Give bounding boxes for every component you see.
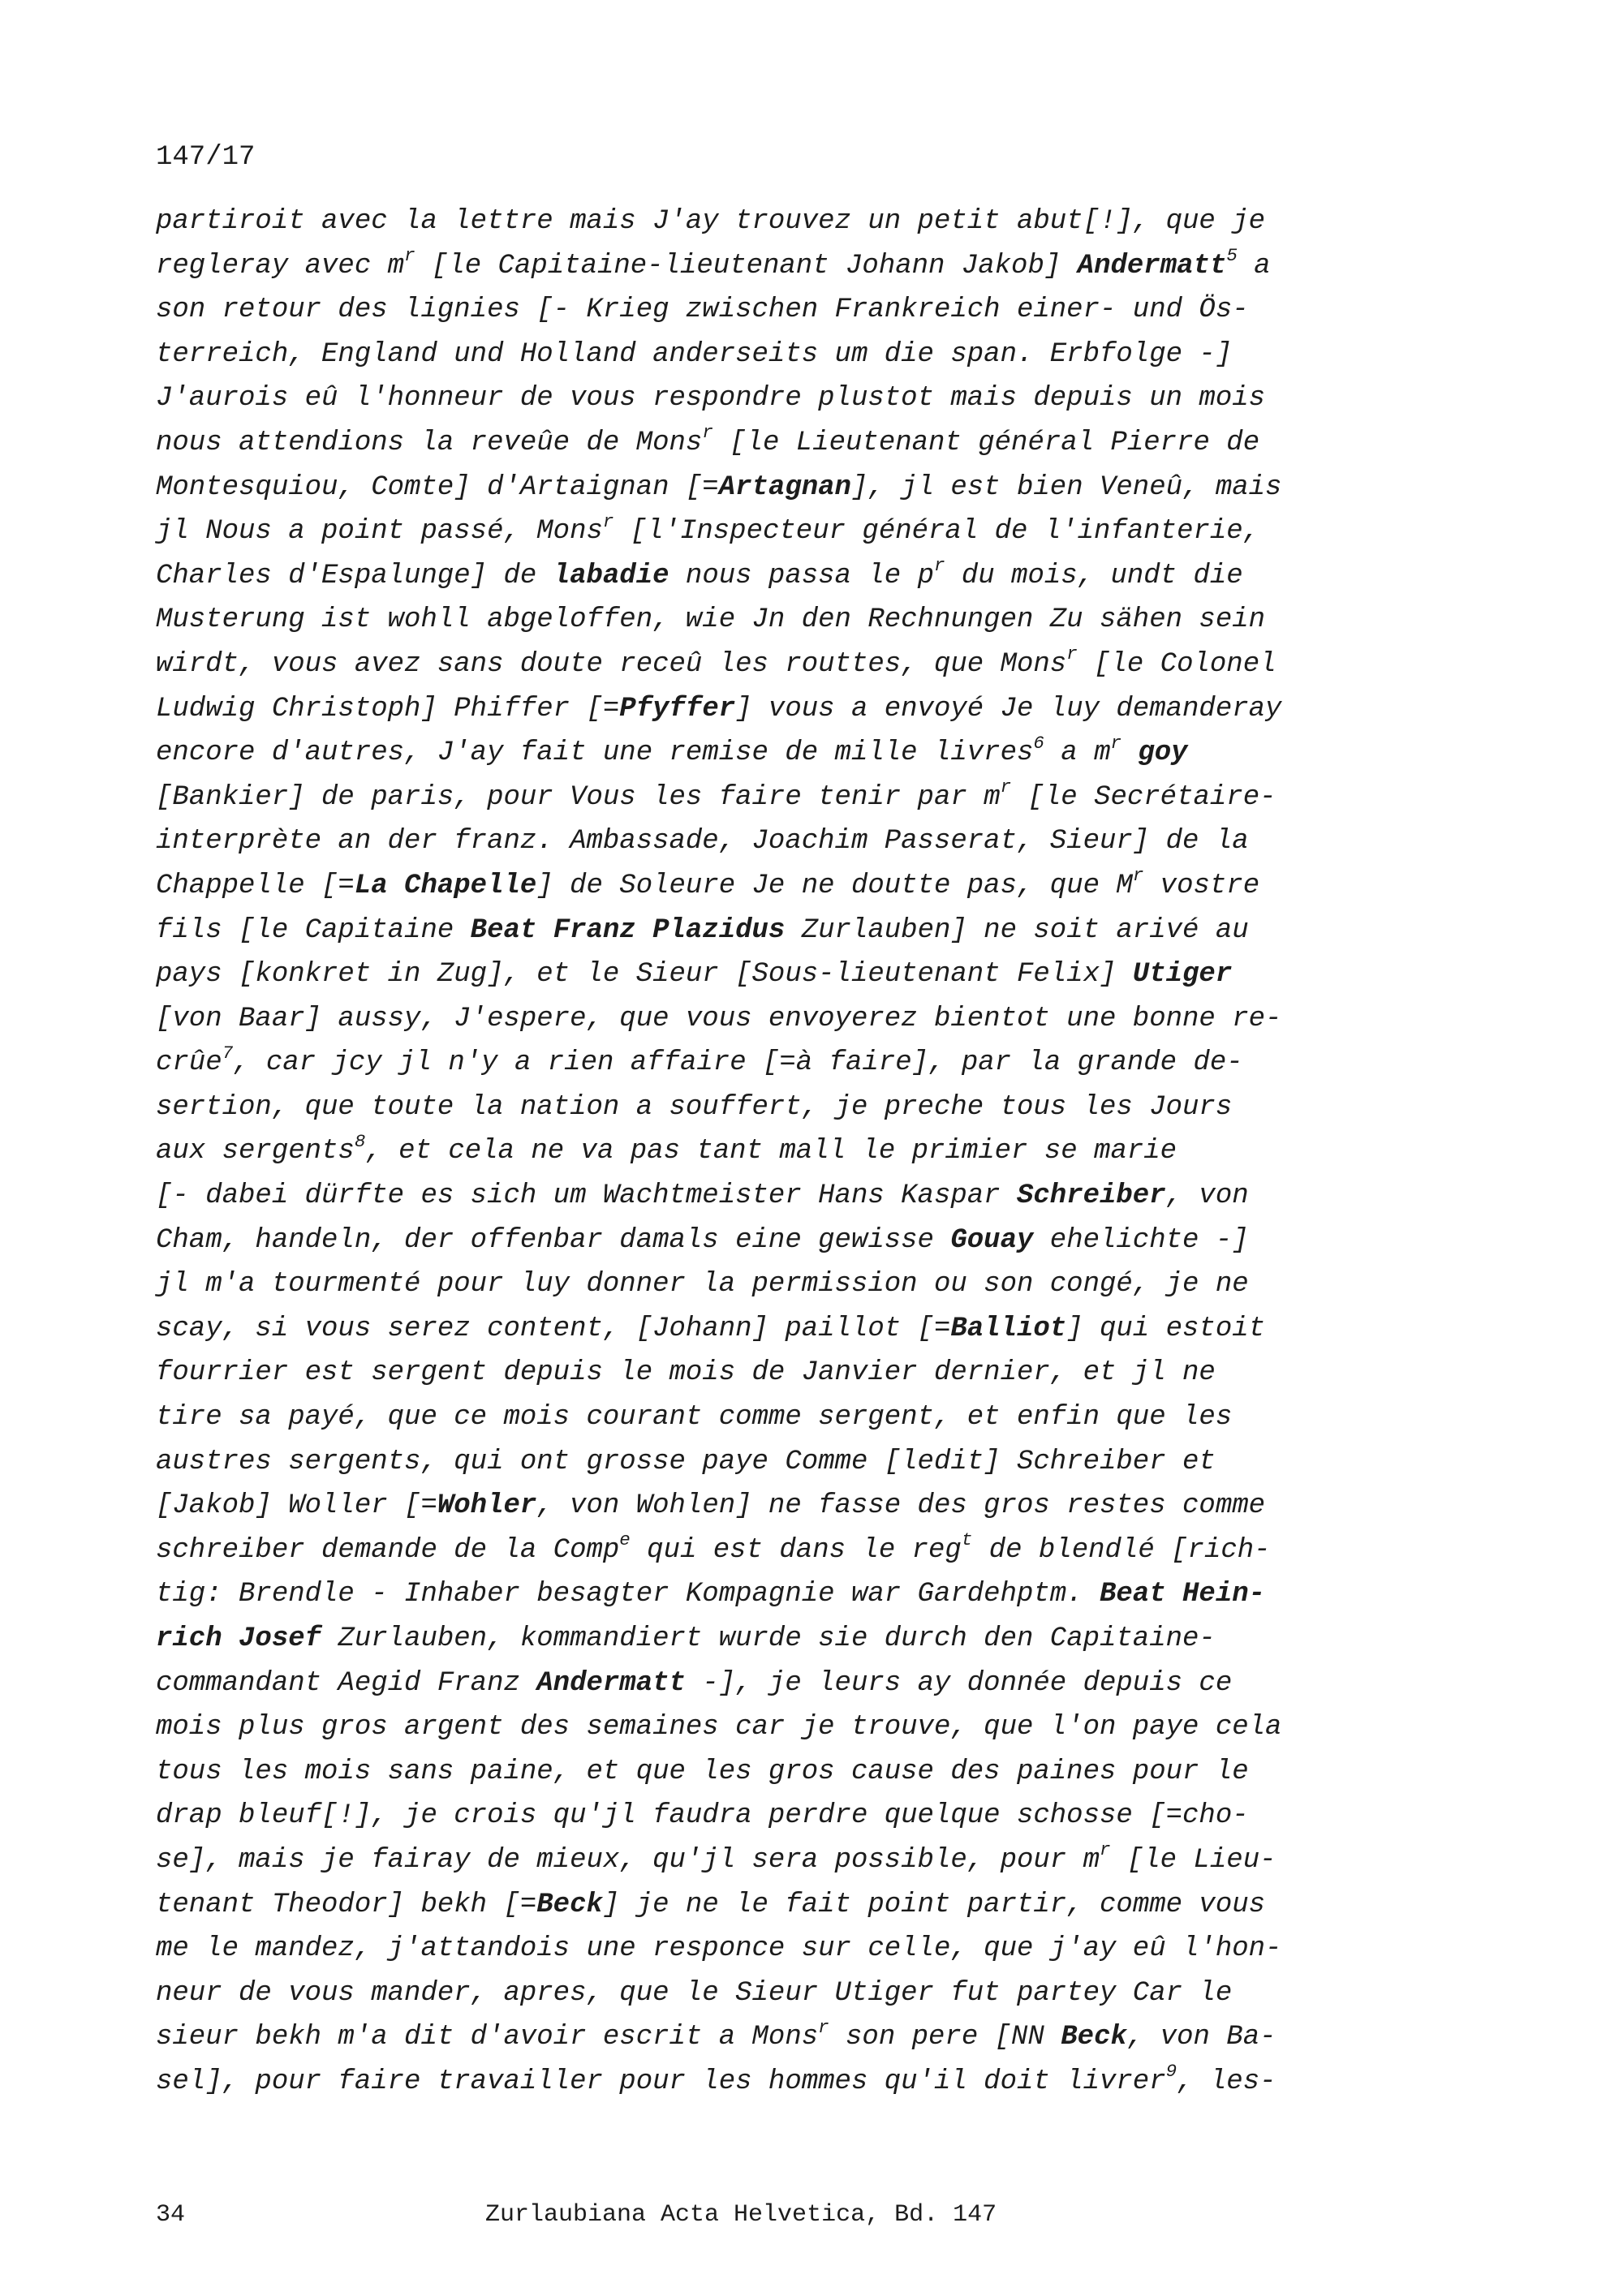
text-line [156,776,1487,820]
name-emphasis: Beat Franz Plazidus [470,914,786,946]
text-segment: se], mais je fairay de mieux, qu'jl sera possible, pour m [156,1844,1100,1876]
name-emphasis: Beat Hein- [1100,1579,1266,1610]
page-reference: 147/17 [156,142,256,173]
text-segment: son pere [NN [829,2022,1061,2053]
superscript: r [1100,1839,1111,1861]
superscript: r [1066,643,1078,665]
text-line [156,1086,1487,1130]
text-segment: aux sergents [156,1136,355,1167]
text-segment: commandant Aegid Franz [156,1667,537,1699]
name-emphasis: Beck [536,1889,603,1920]
superscript: r [602,510,614,532]
text-segment: tenant Theodor] bekh [= [156,1889,537,1920]
text-line [156,288,1487,333]
text-line [156,1440,1487,1485]
text-segment: tire sa payé, que ce mois courant comme sergent, et enfin que les [156,1402,1233,1434]
text-segment: ] de Soleure Je ne doutte pas, que M [536,870,1133,901]
text-line [156,1705,1487,1750]
text-segment: regleray avec m [156,250,405,282]
text-segment: fourrier est sergent depuis le mois de Janvier dernier, et jl ne [156,1357,1216,1389]
text-line [156,1529,1487,1573]
superscript: r [818,2016,829,2038]
text-line [156,1307,1487,1352]
name-emphasis: Schreiber [1016,1180,1166,1212]
text-segment: terreich, England und Holland anderseits um die span. Erbfolge -] [156,338,1233,370]
text-line [156,1174,1487,1219]
text-segment: vostre [1143,870,1260,901]
text-segment: sertion, que toute la nation a souffert, je preche tous les Jours [156,1091,1233,1123]
text-line [156,2060,1487,2105]
text-segment: [Bankier] de paris, pour Vous les faire tenir par m [156,781,1001,813]
text-line [156,909,1487,953]
name-emphasis: labadie [553,560,669,591]
text-segment: fils [le Capitaine [156,914,471,946]
superscript: e [619,1529,631,1551]
text-segment: jl m'a tourmenté pour luy donner la permission ou son congé, je ne [156,1269,1249,1301]
text-segment: pays [konkret in Zug], et le Sieur [Sous-lieutenant Felix] [156,959,1133,991]
text-segment [1121,737,1138,768]
text-segment: , les- [1177,2066,1276,2097]
text-line [156,1572,1487,1617]
text-segment: Charles d'Espalunge] de [156,560,553,591]
text-line [156,997,1487,1042]
letter-transcription [156,200,1487,2105]
text-line [156,1129,1487,1174]
text-segment: tig: Brendle - Inhaber besagter Kompagnie war Gardehptm. [156,1579,1100,1610]
text-line [156,466,1487,510]
text-segment: partiroit avec la lettre mais J'ay trouvez un petit abut[!], que je [156,206,1266,237]
text-line [156,200,1487,244]
text-segment: scay, si vous serez content, [Johann] paillot [= [156,1313,951,1344]
text-line [156,554,1487,599]
text-segment: ] vous a envoyé Je luy demanderay [735,693,1282,724]
text-line [156,952,1487,997]
text-segment: de blendlé [rich- [972,1534,1271,1566]
text-segment: , car jcy jl n'y a rien affaire [=à faire], par la grande de- [233,1047,1243,1079]
superscript: r [702,422,713,444]
text-segment: ] je ne le fait point partir, comme vous [602,1889,1266,1920]
text-segment: Cham, handeln, der offenbar damals eine gewisse [156,1224,951,1256]
text-line [156,510,1487,554]
name-emphasis: Pfyffer [619,693,736,724]
text-line [156,1262,1487,1307]
name-emphasis: Andermatt [1077,250,1227,282]
superscript: r [1000,776,1012,798]
text-segment: son retour des lignies [- Krieg zwischen Frankreich einer- und Ös- [156,295,1249,326]
name-emphasis: Andermatt [536,1667,686,1699]
text-line [156,421,1487,466]
name-emphasis: Utiger [1132,959,1233,991]
name-emphasis: rich Josef [156,1623,322,1654]
text-segment: a m [1044,737,1111,769]
text-line [156,376,1487,421]
text-segment: , von [1165,1180,1249,1212]
text-segment: Montesquiou, Comte] d'Artaignan [= [156,471,719,503]
text-line [156,1617,1487,1662]
text-line [156,1395,1487,1440]
superscript: r [404,245,415,267]
text-segment: J'aurois eû l'honneur de vous respondre plustot mais depuis un mois [156,383,1266,415]
text-segment: Zurlauben, kommandiert wurde sie durch den Capitaine- [321,1623,1216,1654]
superscript: r [1110,732,1121,754]
text-segment: ehelichte -] [1033,1224,1249,1256]
name-emphasis: Artagnan [718,471,851,503]
footnote-marker: 9 [1165,2061,1177,2083]
text-line [156,1041,1487,1086]
text-segment: Chappelle [= [156,870,355,901]
text-line [156,244,1487,289]
series-title: Zurlaubiana Acta Helvetica, Bd. 147 [485,2201,997,2229]
superscript: r [1132,865,1144,887]
text-line [156,1794,1487,1838]
name-emphasis: Balliot [950,1313,1067,1344]
text-segment: Zurlauben] ne soit arivé au [785,914,1249,946]
text-line [156,864,1487,909]
text-segment: ], jl est bien Veneû, mais [850,471,1282,503]
text-segment: austres sergents, qui ont grosse paye Comme [ledit] Schreiber et [156,1446,1216,1477]
text-line [156,1219,1487,1263]
text-segment: wirdt, vous avez sans doute receû les routtes, que Mons [156,648,1067,680]
name-emphasis: Wohler [437,1490,537,1522]
text-segment: Musterung ist wohll abgeloffen, wie Jn den Rechnungen Zu sähen sein [156,604,1266,636]
text-segment: tous les mois sans paine, et que les gros cause des paines pour le [156,1756,1249,1787]
text-segment: drap bleuf[!], je crois qu'jl faudra perdre quelque schosse [=cho- [156,1800,1249,1832]
text-segment: , et cela ne va pas tant mall le primier se marie [365,1136,1177,1167]
text-segment: [le Colonel [1077,648,1276,680]
text-line [156,1927,1487,1971]
footnote-marker: 8 [354,1130,366,1152]
text-segment: [von Baar] aussy, J'espere, que vous envoyerez bientot une bonne re- [156,1003,1282,1034]
text-segment: [Jakob] Woller [= [156,1490,437,1522]
text-line [156,1883,1487,1928]
text-segment: crûe [156,1047,222,1079]
footnote-marker: 6 [1033,732,1044,754]
name-emphasis: Beck [1061,2022,1127,2053]
text-segment: nous attendions la reveûe de Mons [156,427,703,458]
name-emphasis: Gouay [950,1224,1034,1256]
text-segment: schreiber demande de la Comp [156,1534,620,1566]
text-segment: me le mandez, j'attandois une responce sur celle, que j'ay eû l'hon- [156,1933,1282,1965]
footnote-marker: 7 [222,1042,234,1064]
text-segment: qui est dans le reg [630,1534,962,1566]
text-line [156,598,1487,643]
text-line [156,1750,1487,1795]
text-segment: [- dabei dürfte es sich um Wachtmeister Hans Kaspar [156,1180,1017,1212]
text-segment: nous passa le p [669,560,934,591]
text-segment: sel], pour faire travailler pour les hommes qu'il doit livrer [156,2066,1166,2097]
text-segment: mois plus gros argent des semaines car je trouve, que l'on paye cela [156,1712,1282,1743]
text-line [156,643,1487,687]
text-segment: jl Nous a point passé, Mons [156,516,603,548]
text-segment: du mois, undt die [945,560,1243,591]
text-segment: [le Capitaine-lieutenant Johann Jakob] [415,250,1078,282]
text-segment: [l'Inspecteur général de l'infanterie, [613,516,1260,548]
superscript: t [961,1529,973,1551]
name-emphasis: goy [1138,737,1188,769]
text-line [156,1484,1487,1529]
superscript: r [933,555,945,577]
text-line [156,1662,1487,1706]
text-line [156,1838,1487,1883]
text-segment: -], je leurs ay donnée depuis ce [685,1667,1233,1699]
page-number: 34 [156,2201,186,2229]
text-line [156,731,1487,776]
text-segment: [le Secrétaire- [1011,781,1276,813]
footnote-marker: 5 [1226,245,1238,267]
text-segment: [le Lieu- [1110,1844,1276,1876]
text-line [156,2015,1487,2060]
text-line [156,819,1487,864]
text-segment: , von Wohlen] ne fasse des gros restes comme [536,1490,1266,1522]
text-segment: neur de vous mander, apres, que le Sieur Utiger fut partey Car le [156,1977,1233,2009]
text-line [156,333,1487,377]
text-segment: sieur bekh m'a dit d'avoir escrit a Mons [156,2022,819,2053]
text-line [156,687,1487,732]
text-segment: ] qui estoit [1066,1313,1266,1344]
text-segment: , von Ba- [1126,2022,1276,2053]
text-line [156,1971,1487,2016]
text-line [156,1351,1487,1395]
text-segment: Ludwig Christoph] Phiffer [= [156,693,620,724]
text-segment: a [1237,250,1271,282]
text-segment: encore d'autres, J'ay fait une remise de mille livres [156,737,1034,769]
text-segment: interprète an der franz. Ambassade, Joachim Passerat, Sieur] de la [156,826,1249,858]
name-emphasis: La Chapelle [354,870,537,901]
text-segment: [le Lieutenant général Pierre de [712,427,1260,458]
